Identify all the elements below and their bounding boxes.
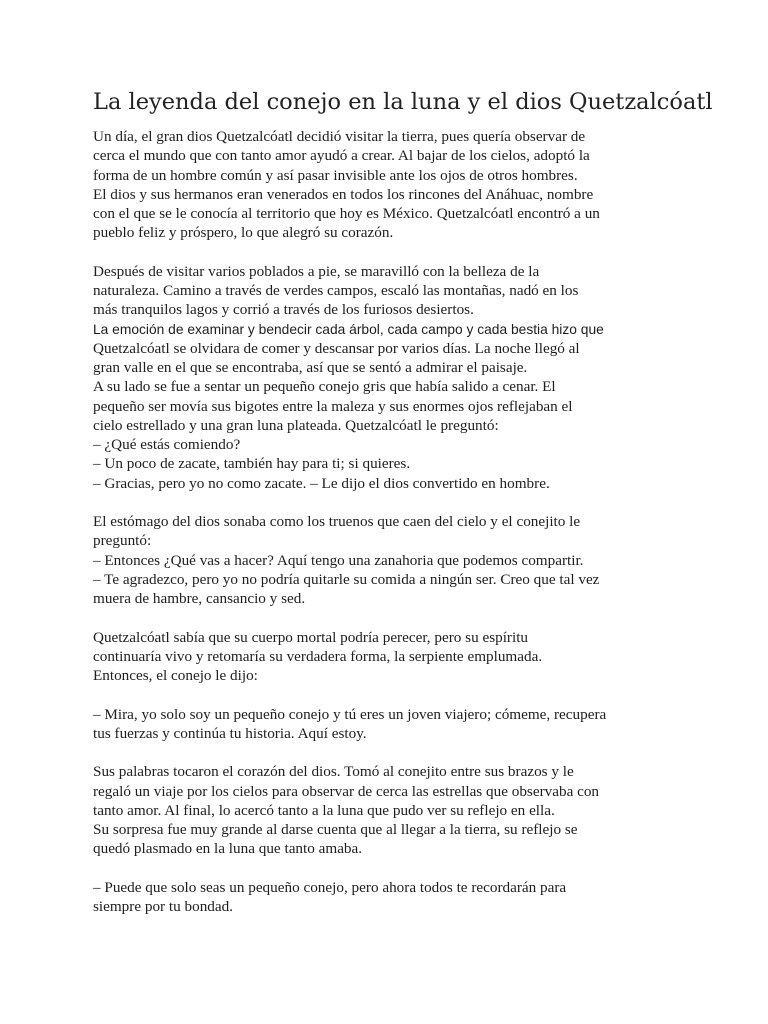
text-line: El dios y sus hermanos eran venerados en todos los rincones del Anáhuac, nombre <box>93 185 594 203</box>
paragraph-gap <box>93 243 693 262</box>
text-line: tanto amor. Al final, lo acercó tanto a la luna que pudo ver su reflejo en ella. <box>93 801 555 819</box>
text-line: – ¿Qué estás comiendo? <box>93 436 241 453</box>
text-line: Un día, el gran dios Quetzalcóatl decidió visitar la tierra, pues quería observar de <box>93 128 586 145</box>
text-line: muera de hambre, cansancio y sed. <box>93 590 306 607</box>
text-line: – Gracias, pero yo no como zacate. – Le dijo el dios convertido en hombre. <box>93 474 550 492</box>
text-line: – Puede que solo seas un pequeño conejo, pero ahora todos te recordarán para <box>93 878 567 896</box>
text-line: – Te agradezco, pero yo no podría quitarle su comida a ningún ser. Creo que tal vez <box>93 570 600 588</box>
text-line: preguntó: <box>93 532 152 550</box>
text-line: continuaría vivo y retomaría su verdadera forma, la serpiente emplumada. <box>93 647 543 665</box>
text-line: Su sorpresa fue muy grande al darse cuenta que al llegar a la tierra, su reflejo se <box>93 821 578 838</box>
paragraph-gap <box>93 743 693 762</box>
text-line: – Un poco de zacate, también hay para ti; si quieres. <box>93 455 411 473</box>
text-line: Entonces, el conejo le dijo: <box>93 667 258 684</box>
text-line: tus fuerzas y continúa tu historia. Aquí estoy. <box>93 724 367 742</box>
text-line: Sus palabras tocaron el corazón del dios. Tomó al conejito entre sus brazos y le <box>93 763 574 781</box>
story-body <box>93 127 693 916</box>
paragraph-gap <box>93 685 693 704</box>
text-line: pueblo feliz y próspero, lo que alegró su corazón. <box>93 224 394 242</box>
text-line: regaló un viaje por los cielos para observar de cerca las estrellas que observaba con <box>93 782 600 800</box>
text-line: forma de un hombre común y así pasar invisible ante los ojos de otros hombres. <box>93 166 578 184</box>
text-line: cerca el mundo que con tanto amor ayudó a crear. Al bajar de los cielos, adoptó la <box>93 147 590 165</box>
text-line: Quetzalcóatl se olvidara de comer y descansar por varios días. La noche llegó al <box>93 339 580 357</box>
text-line: El estómago del dios sonaba como los truenos que caen del cielo y el conejito le <box>93 513 581 530</box>
paragraph-gap <box>93 493 693 512</box>
text-line: más tranquilos lagos y corrió a través de los furiosos desiertos. <box>93 301 474 319</box>
text-line: A su lado se fue a sentar un pequeño conejo gris que había salido a cenar. El <box>93 378 556 396</box>
text-line: quedó plasmado en la luna que tanto amaba. <box>93 840 363 858</box>
text-line: con el que se le conocía al territorio que hoy es México. Quetzalcóatl encontró a un <box>93 205 600 222</box>
text-line: naturaleza. Camino a través de verdes campos, escaló las montañas, nadó en los <box>93 282 579 299</box>
document-title: La leyenda del conejo en la luna y el dios Quetzalcóatl <box>93 89 713 115</box>
text-line: La emoción de examinar y bendecir cada árbol, cada campo y cada bestia hizo que <box>93 321 604 337</box>
text-line: siempre por tu bondad. <box>93 898 234 915</box>
text-line: Quetzalcóatl sabía que su cuerpo mortal podría perecer, pero su espíritu <box>93 628 529 646</box>
text-line: pequeño ser movía sus bigotes entre la maleza y sus enormes ojos reflejaban el <box>93 397 573 415</box>
paragraph-gap <box>93 859 693 878</box>
text-line: cielo estrellado y una gran luna plateada. Quetzalcóatl le preguntó: <box>93 416 499 434</box>
paragraph-gap <box>93 608 693 627</box>
text-line: – Entonces ¿Qué vas a hacer? Aquí tengo una zanahoria que podemos compartir. <box>93 551 584 569</box>
text-line: Después de visitar varios poblados a pie, se maravilló con la belleza de la <box>93 262 540 280</box>
text-line: gran valle en el que se encontraba, así que se sentó a admirar el paisaje. <box>93 359 528 376</box>
text-line: – Mira, yo solo soy un pequeño conejo y tú eres un joven viajero; cómeme, recupera <box>93 705 607 723</box>
